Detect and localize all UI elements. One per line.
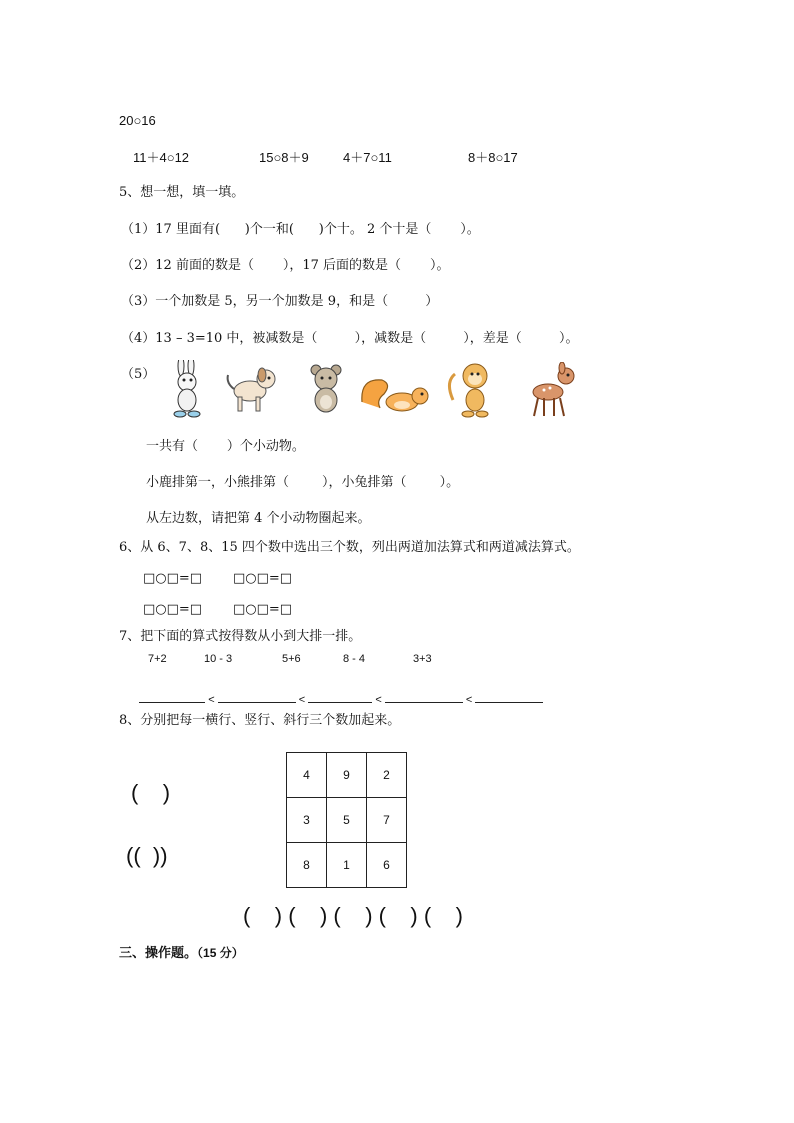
answer-blank[interactable] bbox=[475, 690, 543, 703]
grid-cell: 3 bbox=[287, 798, 327, 843]
less-than-sign: < bbox=[465, 694, 473, 706]
q5-sub-1: 一共有（ ）个小动物。 bbox=[146, 439, 305, 454]
grid-cell: 9 bbox=[327, 753, 367, 798]
dog-icon bbox=[222, 365, 282, 417]
compare-item: 4＋7○11 bbox=[343, 150, 392, 165]
grid-cell: 4 bbox=[287, 753, 327, 798]
deer-icon bbox=[520, 362, 582, 420]
section-3-score: （15 分） bbox=[197, 946, 244, 960]
q6-equation-box: □○□=□ bbox=[233, 571, 293, 586]
q5-item-5-label: （5） bbox=[121, 367, 156, 382]
bottom-answer-parens[interactable]: ( ) ( ) ( ) ( ) ( ) bbox=[243, 903, 463, 928]
q5-title: 5、想一想，填一填。 bbox=[119, 185, 245, 200]
q7-expr: 10 - 3 bbox=[204, 653, 233, 665]
squirrel-icon bbox=[358, 372, 436, 418]
left-answer-paren[interactable]: (( )) bbox=[126, 843, 168, 868]
q5-item-3: （3）一个加数是 5，另一个加数是 9，和是（ ） bbox=[121, 294, 439, 309]
compare-item: 8＋8○17 bbox=[468, 150, 518, 165]
q7-answer-row bbox=[133, 674, 543, 708]
grid-cell: 1 bbox=[327, 843, 367, 888]
q5-sub-2: 小鹿排第一，小熊排第（ ），小兔排第（ ）。 bbox=[146, 475, 460, 490]
rabbit-icon bbox=[163, 360, 213, 420]
q6-equation-box: □○□=□ bbox=[143, 571, 203, 586]
q5-sub-3: 从左边数，请把第 4 个小动物圈起来。 bbox=[146, 511, 371, 526]
q7-expr: 5+6 bbox=[282, 653, 301, 665]
magic-square-grid bbox=[286, 752, 407, 888]
grid-cell: 6 bbox=[367, 843, 407, 888]
grid-cell: 2 bbox=[367, 753, 407, 798]
q5-item-1: （1）17 里面有( )个一和( )个十。 2 个十是（ ）。 bbox=[121, 222, 480, 237]
less-than-sign: < bbox=[208, 694, 215, 706]
answer-blank[interactable] bbox=[139, 690, 205, 703]
q7-expr: 7+2 bbox=[148, 653, 167, 665]
compare-item: 11＋4○12 bbox=[133, 150, 190, 165]
less-than-sign: < bbox=[298, 694, 306, 706]
monkey-icon bbox=[445, 360, 501, 420]
q6-title: 6、从 6、7、8、15 四个数中选出三个数，列出两道加法算式和两道减法算式。 bbox=[119, 540, 580, 555]
q6-equation-box: □○□=□ bbox=[233, 602, 293, 617]
compare-line-1: 20○16 bbox=[119, 113, 156, 128]
left-answer-paren[interactable]: ( ) bbox=[131, 780, 171, 805]
grid-cell: 8 bbox=[287, 843, 327, 888]
answer-blank[interactable] bbox=[218, 690, 296, 703]
section-3-heading bbox=[119, 945, 244, 962]
grid-cell: 7 bbox=[367, 798, 407, 843]
q7-title: 7、把下面的算式按得数从小到大排一排。 bbox=[119, 629, 362, 644]
compare-item: 15○8＋9 bbox=[259, 150, 309, 165]
q6-equation-box: □○□=□ bbox=[143, 602, 203, 617]
q5-item-4: （4）13 – 3=10 中，被减数是（ ），减数是（ ），差是（ ）。 bbox=[121, 331, 579, 346]
answer-blank[interactable] bbox=[385, 690, 463, 703]
section-3-title: 三、操作题。 bbox=[119, 946, 198, 961]
q7-expr: 8 - 4 bbox=[343, 653, 366, 665]
bear-icon bbox=[302, 362, 352, 418]
less-than-sign: < bbox=[375, 694, 382, 706]
q8-title: 8、分别把每一横行、竖行、斜行三个数加起来。 bbox=[119, 713, 401, 728]
grid-cell: 5 bbox=[327, 798, 367, 843]
answer-blank[interactable] bbox=[308, 690, 372, 703]
q5-item-2: （2）12 前面的数是（ ），17 后面的数是（ ）。 bbox=[121, 258, 450, 273]
q7-expr: 3+3 bbox=[413, 653, 432, 665]
